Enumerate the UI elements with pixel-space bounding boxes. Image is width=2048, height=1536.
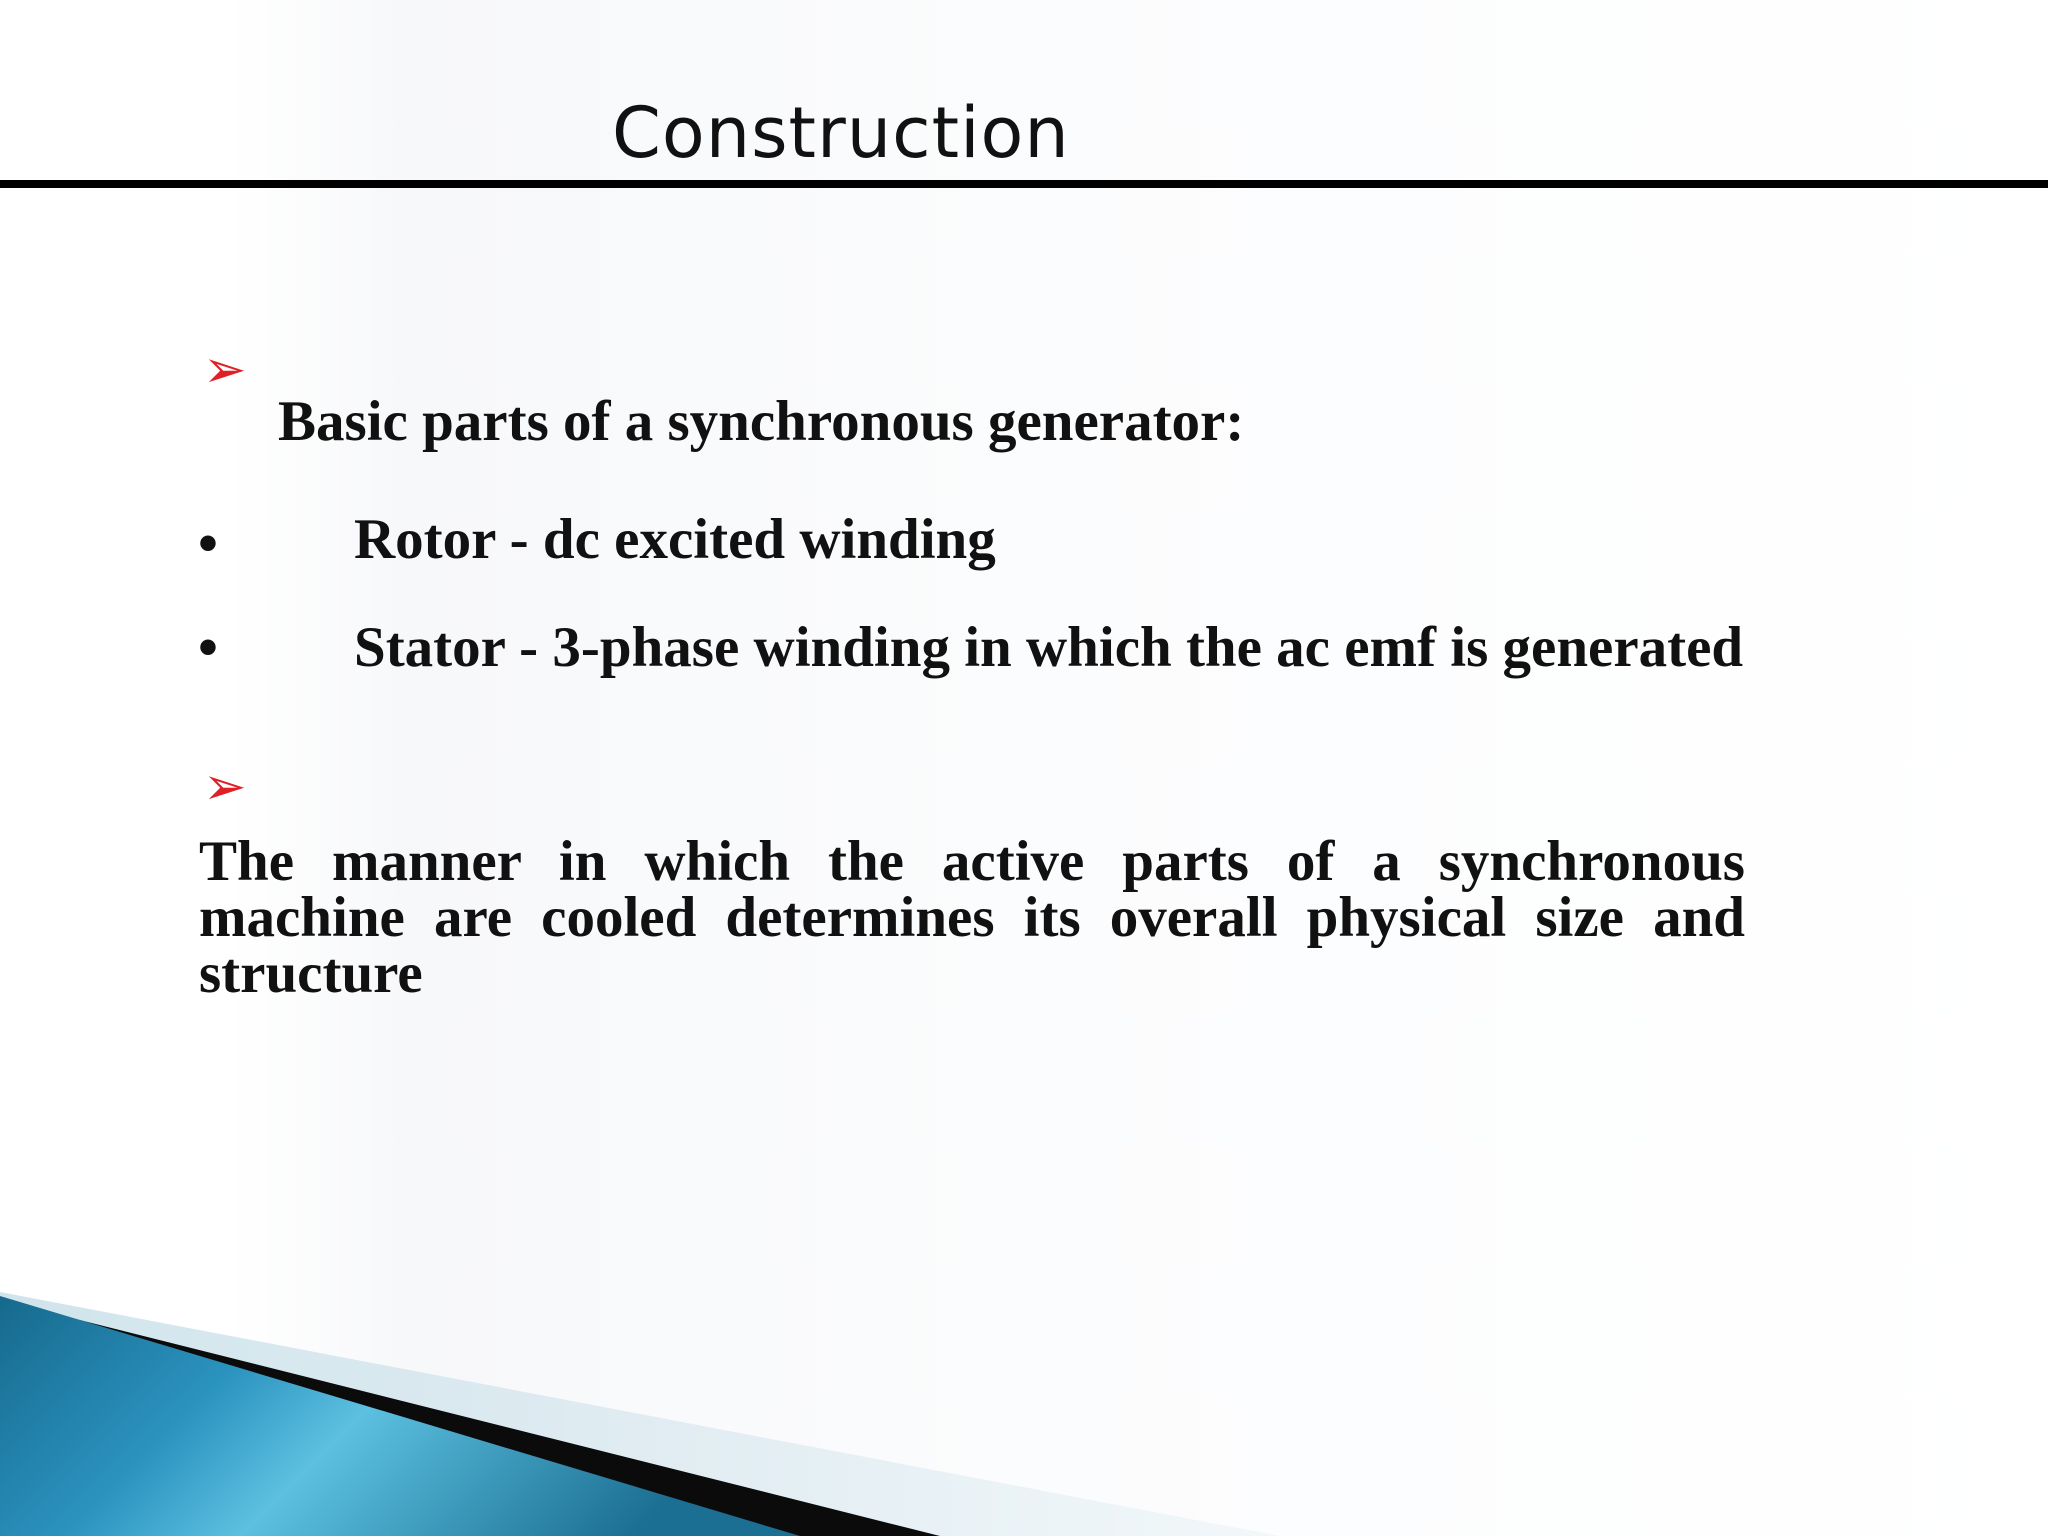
list-item-text: Rotor - dc excited winding — [354, 508, 996, 571]
arrow-bullet-icon: ➢ — [203, 340, 247, 400]
section-heading: Basic parts of a synchronous generator: — [278, 390, 1245, 453]
bullet-icon: • — [198, 616, 218, 679]
slide-title: Construction — [612, 92, 1070, 174]
decor-blue-wedge — [0, 1296, 800, 1536]
list-item-text: Stator - 3-phase winding in which the ac emf is generated — [354, 616, 1744, 679]
bullet-icon: • — [198, 512, 218, 575]
arrow-bullet-icon: ➢ — [203, 757, 247, 817]
cooling-paragraph: The manner in which the active parts of a synchronous machine are cooled determines its overall physical size and structure — [199, 830, 1745, 1005]
